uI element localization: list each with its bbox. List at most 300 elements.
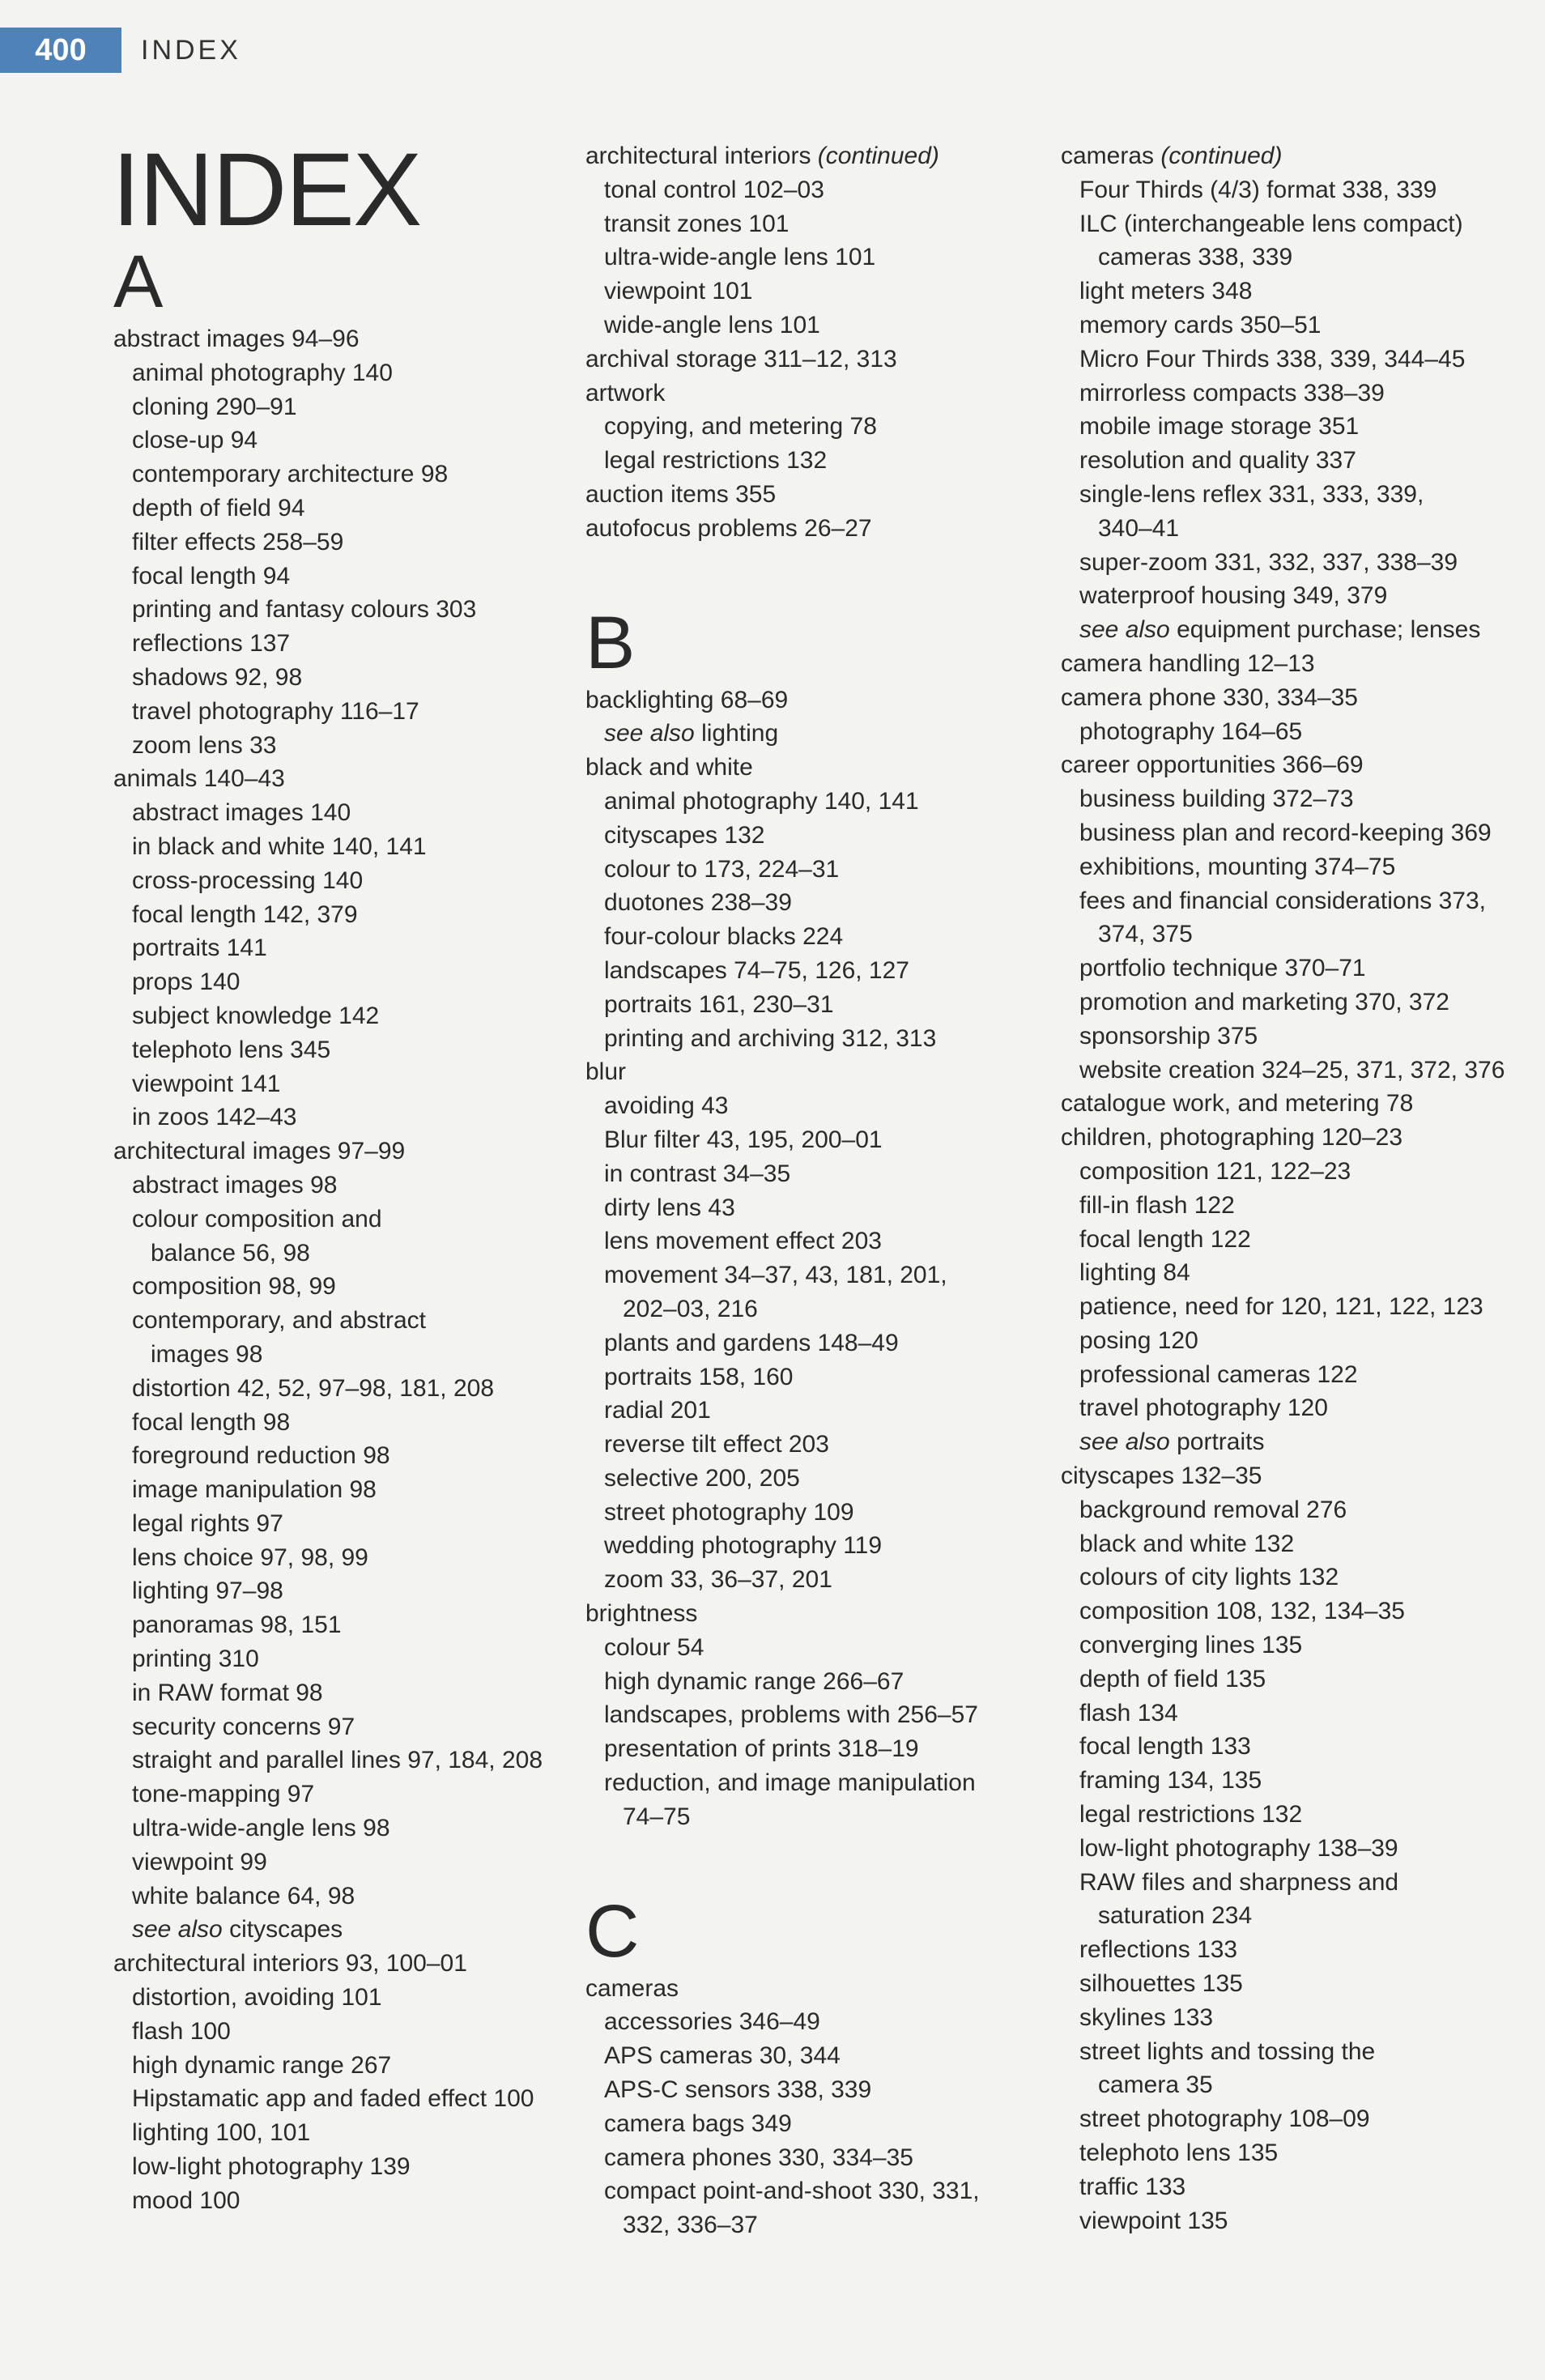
index-subentry bbox=[585, 1022, 1039, 1056]
entry-text: portfolio technique 370–71 bbox=[1079, 955, 1366, 982]
index-subentry bbox=[585, 173, 1039, 207]
entry-text: contemporary architecture 98 bbox=[132, 461, 449, 488]
index-subentry bbox=[113, 796, 567, 830]
entry-text: cityscapes bbox=[222, 1916, 343, 1944]
entry-text: 340–41 bbox=[1098, 514, 1180, 542]
index-subentry bbox=[113, 1846, 567, 1880]
entry-text: sponsorship 375 bbox=[1079, 1022, 1258, 1049]
running-head: INDEX bbox=[141, 35, 241, 66]
index-subentry bbox=[1061, 1358, 1514, 1392]
entry-text: printing and fantasy colours 303 bbox=[132, 596, 477, 624]
index-subentry bbox=[1061, 1730, 1514, 1764]
index-subentry bbox=[1061, 782, 1514, 816]
entry-text: focal length 98 bbox=[132, 1408, 291, 1436]
entry-text: backlighting 68–69 bbox=[585, 686, 789, 713]
entry-text: images 98 bbox=[151, 1340, 263, 1368]
index-subentry bbox=[1061, 2170, 1514, 2204]
index-subentry bbox=[113, 593, 567, 627]
index-subentry bbox=[1061, 1391, 1514, 1425]
index-entry bbox=[113, 1947, 567, 1981]
entry-text: resolution and quality 337 bbox=[1079, 447, 1356, 475]
entry-text: camera handling 12–13 bbox=[1061, 649, 1315, 677]
entry-text: artwork bbox=[585, 379, 666, 407]
entry-text: 202–03, 216 bbox=[623, 1295, 758, 1322]
entry-text: telephoto lens 135 bbox=[1079, 2139, 1279, 2167]
entry-text: website creation 324–25, 371, 372, 376 bbox=[1079, 1056, 1505, 1084]
entry-text: silhouettes 135 bbox=[1079, 1970, 1243, 1998]
index-subentry bbox=[585, 886, 1039, 920]
entry-text: avoiding 43 bbox=[604, 1092, 729, 1120]
index-subentry bbox=[585, 444, 1039, 478]
index-entry bbox=[1061, 647, 1514, 681]
entry-text: mirrorless compacts 338–39 bbox=[1079, 379, 1385, 407]
index-subentry bbox=[585, 1462, 1039, 1496]
entry-text: memory cards 350–51 bbox=[1079, 311, 1322, 338]
entry-text: selective 200, 205 bbox=[604, 1464, 800, 1492]
entry-text: exhibitions, mounting 374–75 bbox=[1079, 853, 1396, 880]
entry-text: Blur filter 43, 195, 200–01 bbox=[604, 1126, 883, 1153]
entry-text: Four Thirds (4/3) format 338, 339 bbox=[1079, 176, 1437, 203]
index-subentry bbox=[1061, 478, 1514, 512]
entry-text: focal length 142, 379 bbox=[132, 900, 358, 928]
entry-text: radial 201 bbox=[604, 1397, 711, 1424]
entry-text: composition 108, 132, 134–35 bbox=[1079, 1598, 1405, 1625]
index-subentry bbox=[1061, 1933, 1514, 1967]
index-subentry bbox=[113, 2184, 567, 2218]
entry-text: image manipulation 98 bbox=[132, 1476, 377, 1504]
entry-text: panoramas 98, 151 bbox=[132, 1612, 342, 1639]
entry-text: photography 164–65 bbox=[1079, 717, 1303, 745]
entry-text: depth of field 94 bbox=[132, 494, 305, 522]
entry-text: auction items 355 bbox=[585, 480, 777, 508]
index-subentry bbox=[113, 1541, 567, 1575]
entry-text: fees and financial considerations 373, bbox=[1079, 887, 1487, 914]
entry-text: 74–75 bbox=[623, 1803, 691, 1830]
entry-text: mobile image storage 351 bbox=[1079, 413, 1360, 441]
entry-text: black and white 132 bbox=[1079, 1530, 1295, 1557]
entry-text: telephoto lens 345 bbox=[132, 1036, 331, 1063]
index-subentry bbox=[585, 2107, 1039, 2141]
entry-text: street lights and tossing the bbox=[1079, 2037, 1376, 2065]
index-subentry bbox=[113, 661, 567, 695]
entry-text: balance 56, 98 bbox=[151, 1239, 310, 1267]
entry-text: business plan and record-keeping 369 bbox=[1079, 819, 1492, 846]
entry-text: composition 121, 122–23 bbox=[1079, 1157, 1351, 1185]
entry-text: tonal control 102–03 bbox=[604, 176, 824, 203]
entry-text: business building 372–73 bbox=[1079, 786, 1354, 813]
entry-text: subject knowledge 142 bbox=[132, 1002, 380, 1029]
index-entry bbox=[1061, 748, 1514, 782]
index-subentry bbox=[113, 1574, 567, 1608]
see-also-label: see also bbox=[604, 720, 695, 747]
index-subentry bbox=[113, 2049, 567, 2083]
entry-text: plants and gardens 148–49 bbox=[604, 1329, 899, 1356]
index-entry bbox=[585, 751, 1039, 785]
entry-text: printing and archiving 312, 313 bbox=[604, 1024, 937, 1052]
index-subentry bbox=[585, 1157, 1039, 1191]
index-subentry bbox=[113, 1372, 567, 1406]
page-title: INDEX bbox=[112, 132, 421, 248]
entry-text: low-light photography 138–39 bbox=[1079, 1834, 1398, 1862]
index-subentry bbox=[585, 717, 1039, 751]
index-entry bbox=[585, 1597, 1039, 1631]
entry-text: posing 120 bbox=[1079, 1326, 1198, 1354]
entry-text: children, photographing 120–23 bbox=[1061, 1124, 1403, 1152]
entry-text: portraits bbox=[1169, 1428, 1265, 1456]
index-subentry bbox=[585, 1360, 1039, 1394]
section-letter: B bbox=[585, 601, 636, 684]
entry-text: animal photography 140, 141 bbox=[604, 787, 919, 815]
entry-text: super-zoom 331, 332, 337, 338–39 bbox=[1079, 548, 1458, 576]
index-subentry bbox=[113, 1406, 567, 1440]
index-entry bbox=[585, 683, 1039, 717]
index-subentry bbox=[585, 1665, 1039, 1699]
index-subentry bbox=[585, 2073, 1039, 2107]
index-entry bbox=[113, 762, 567, 796]
entry-text: colours of city lights 132 bbox=[1079, 1564, 1339, 1591]
index-subentry bbox=[1061, 1866, 1514, 1900]
entry-text: dirty lens 43 bbox=[604, 1194, 735, 1221]
entry-text: catalogue work, and metering 78 bbox=[1061, 1090, 1414, 1118]
index-subentry bbox=[1061, 1290, 1514, 1324]
entry-text: travel photography 116–17 bbox=[132, 697, 419, 725]
entry-text: camera phone 330, 334–35 bbox=[1061, 683, 1358, 711]
index-subentry bbox=[1061, 1594, 1514, 1629]
entry-text: contemporary, and abstract bbox=[132, 1307, 426, 1335]
index-subentry bbox=[1061, 2136, 1514, 2170]
entry-text: distortion 42, 52, 97–98, 181, 208 bbox=[132, 1374, 495, 1402]
index-subentry bbox=[1061, 1832, 1514, 1866]
see-also-label: see also bbox=[1079, 1428, 1170, 1456]
index-subentry bbox=[585, 1326, 1039, 1360]
index-subentry bbox=[113, 1067, 567, 1101]
entry-text: filter effects 258–59 bbox=[132, 528, 344, 556]
entry-text: cloning 290–91 bbox=[132, 393, 297, 420]
entry-text: flash 134 bbox=[1079, 1699, 1178, 1726]
index-subentry bbox=[113, 1304, 567, 1338]
index-subentry bbox=[1061, 2001, 1514, 2035]
index-subentry bbox=[585, 1698, 1039, 1732]
entry-text: focal length 133 bbox=[1079, 1733, 1251, 1761]
index-subentry bbox=[113, 1237, 567, 1271]
index-subentry bbox=[1061, 579, 1514, 613]
entry-text: lens movement effect 203 bbox=[604, 1228, 882, 1255]
entry-text: Hipstamatic app and faded effect 100 bbox=[132, 2085, 534, 2113]
entry-text: duotones 238–39 bbox=[604, 889, 792, 917]
entry-text: mood 100 bbox=[132, 2186, 240, 2214]
index-subentry bbox=[585, 1089, 1039, 1123]
entry-text: cameras bbox=[585, 1974, 679, 2002]
entry-text: low-light photography 139 bbox=[132, 2153, 411, 2181]
index-subentry bbox=[1061, 275, 1514, 309]
index-subentry bbox=[113, 2015, 567, 2049]
index-subentry bbox=[1061, 173, 1514, 207]
entry-text: compact point-and-shoot 330, 331, bbox=[604, 2178, 980, 2205]
entry-text: ILC (interchangeable lens compact) bbox=[1079, 210, 1463, 237]
entry-text: landscapes, problems with 256–57 bbox=[604, 1701, 978, 1729]
index-subentry bbox=[585, 785, 1039, 819]
entry-text: skylines 133 bbox=[1079, 2003, 1214, 2031]
entry-text: colour composition and bbox=[132, 1205, 382, 1233]
index-subentry bbox=[585, 2208, 1039, 2242]
index-subentry bbox=[585, 1631, 1039, 1665]
entry-text: professional cameras 122 bbox=[1079, 1360, 1358, 1388]
index-entry bbox=[585, 343, 1039, 377]
entry-text: composition 98, 99 bbox=[132, 1273, 336, 1301]
index-subentry bbox=[1061, 343, 1514, 377]
index-subentry bbox=[113, 2116, 567, 2150]
entry-text: viewpoint 135 bbox=[1079, 2207, 1228, 2234]
section-gap bbox=[585, 1834, 1039, 1891]
index-subentry bbox=[1061, 1054, 1514, 1088]
entry-text: reverse tilt effect 203 bbox=[604, 1431, 829, 1458]
index-subentry bbox=[1061, 2068, 1514, 2102]
index-subentry bbox=[113, 1710, 567, 1744]
index-subentry bbox=[113, 1880, 567, 1914]
entry-text: ultra-wide-angle lens 98 bbox=[132, 1815, 390, 1842]
entry-text: legal restrictions 132 bbox=[1079, 1801, 1303, 1829]
entry-text: printing 310 bbox=[132, 1646, 259, 1673]
index-subentry bbox=[1061, 986, 1514, 1020]
index-subentry bbox=[113, 864, 567, 898]
index-subentry bbox=[113, 1743, 567, 1778]
index-subentry bbox=[113, 390, 567, 424]
index-subentry bbox=[585, 410, 1039, 444]
index-subentry bbox=[1061, 1629, 1514, 1663]
index-subentry bbox=[113, 729, 567, 763]
entry-text: traffic 133 bbox=[1079, 2173, 1186, 2200]
entry-text: reflections 137 bbox=[132, 630, 291, 658]
entry-text: transit zones 101 bbox=[604, 210, 790, 237]
entry-text: archival storage 311–12, 313 bbox=[585, 345, 897, 373]
entry-text: straight and parallel lines 97, 184, 208 bbox=[132, 1747, 543, 1774]
entry-text: landscapes 74–75, 126, 127 bbox=[604, 956, 909, 984]
index-subentry bbox=[585, 2174, 1039, 2208]
index-subentry bbox=[1061, 1155, 1514, 1189]
index-subentry bbox=[113, 1812, 567, 1846]
index-entry bbox=[1061, 681, 1514, 715]
entry-text: portraits 161, 230–31 bbox=[604, 990, 834, 1018]
entry-text: zoom lens 33 bbox=[132, 731, 277, 759]
index-subentry bbox=[585, 1123, 1039, 1157]
entry-text: RAW files and sharpness and bbox=[1079, 1868, 1399, 1896]
entry-text: architectural interiors 93, 100–01 bbox=[113, 1950, 467, 1978]
index-subentry bbox=[1061, 1256, 1514, 1290]
entry-text: legal restrictions 132 bbox=[604, 447, 828, 475]
entry-text: APS-C sensors 338, 339 bbox=[604, 2076, 872, 2104]
entry-text: shadows 92, 98 bbox=[132, 663, 303, 691]
entry-text: equipment purchase; lenses bbox=[1169, 616, 1481, 644]
index-subentry bbox=[113, 1169, 567, 1203]
entry-text: street photography 108–09 bbox=[1079, 2105, 1370, 2133]
entry-text: waterproof housing 349, 379 bbox=[1079, 582, 1388, 610]
entry-text: travel photography 120 bbox=[1079, 1394, 1328, 1422]
index-subentry bbox=[585, 1191, 1039, 1225]
entry-text: lighting 97–98 bbox=[132, 1577, 283, 1605]
index-subentry bbox=[113, 1778, 567, 1812]
entry-text: APS cameras 30, 344 bbox=[604, 2042, 841, 2070]
index-subentry bbox=[1061, 816, 1514, 850]
index-subentry bbox=[113, 1981, 567, 2015]
entry-text: colour 54 bbox=[604, 1633, 704, 1661]
section-letter: A bbox=[113, 241, 164, 323]
entry-text: autofocus problems 26–27 bbox=[585, 514, 872, 542]
index-subentry bbox=[1061, 1697, 1514, 1731]
section-letter: C bbox=[585, 1889, 640, 1973]
index-subentry bbox=[1061, 1798, 1514, 1832]
entry-text: security concerns 97 bbox=[132, 1713, 355, 1740]
entry-text: abstract images 98 bbox=[132, 1171, 338, 1199]
entry-text: brightness bbox=[585, 1600, 698, 1628]
entry-text: colour to 173, 224–31 bbox=[604, 855, 840, 883]
entry-text: camera bags 349 bbox=[604, 2110, 792, 2137]
index-subentry bbox=[1061, 1223, 1514, 1257]
index-entry bbox=[585, 478, 1039, 512]
entry-text: distortion, avoiding 101 bbox=[132, 1984, 382, 2012]
index-subentry bbox=[585, 1766, 1039, 1800]
index-subentry bbox=[113, 1913, 567, 1947]
entry-text: four-colour blacks 224 bbox=[604, 923, 844, 951]
index-subentry bbox=[585, 2005, 1039, 2039]
index-column-3 bbox=[1061, 139, 1514, 2237]
entry-text: 332, 336–37 bbox=[623, 2212, 758, 2239]
index-subentry bbox=[1061, 512, 1514, 546]
entry-text: wide-angle lens 101 bbox=[604, 311, 820, 338]
entry-text: camera phones 330, 334–35 bbox=[604, 2144, 913, 2171]
index-subentry bbox=[113, 424, 567, 458]
entry-text: tone-mapping 97 bbox=[132, 1781, 315, 1808]
entry-text: lighting 100, 101 bbox=[132, 2119, 311, 2147]
index-column-2 bbox=[585, 139, 1039, 2242]
index-subentry bbox=[1061, 952, 1514, 986]
entry-text: flash 100 bbox=[132, 2017, 231, 2045]
entry-text: focal length 122 bbox=[1079, 1225, 1251, 1253]
index-subentry bbox=[113, 999, 567, 1033]
entry-text: blur bbox=[585, 1058, 627, 1086]
index-subentry bbox=[1061, 1493, 1514, 1527]
index-subentry bbox=[585, 1292, 1039, 1326]
index-subentry bbox=[585, 2039, 1039, 2073]
entry-text: white balance 64, 98 bbox=[132, 1882, 355, 1910]
index-entry bbox=[1061, 1087, 1514, 1121]
entry-text: movement 34–37, 43, 181, 201, bbox=[604, 1262, 947, 1289]
entry-text: promotion and marketing 370, 372 bbox=[1079, 988, 1449, 1015]
index-subentry bbox=[113, 1608, 567, 1642]
index-subentry bbox=[1061, 410, 1514, 444]
entry-text: close-up 94 bbox=[132, 427, 258, 454]
index-subentry bbox=[113, 965, 567, 999]
entry-text: lighting 84 bbox=[1079, 1259, 1190, 1287]
index-subentry bbox=[1061, 1189, 1514, 1223]
entry-text: converging lines 135 bbox=[1079, 1632, 1303, 1659]
entry-text: reduction, and image manipulation bbox=[604, 1769, 976, 1797]
index-subentry bbox=[585, 988, 1039, 1022]
index-subentry bbox=[585, 1800, 1039, 1834]
entry-text: abstract images 140 bbox=[132, 799, 351, 827]
entry-text: cityscapes 132 bbox=[604, 821, 765, 849]
entry-text: high dynamic range 267 bbox=[132, 2051, 392, 2079]
index-subentry bbox=[585, 819, 1039, 853]
index-subentry bbox=[113, 898, 567, 932]
entry-text: fill-in flash 122 bbox=[1079, 1191, 1235, 1219]
entry-text: cameras 338, 339 bbox=[1098, 244, 1293, 271]
index-subentry bbox=[113, 1642, 567, 1676]
entry-text: cityscapes 132–35 bbox=[1061, 1462, 1262, 1490]
see-also-label: see also bbox=[1079, 616, 1170, 644]
index-subentry bbox=[1061, 1560, 1514, 1594]
index-subentry bbox=[1061, 884, 1514, 918]
entry-text: viewpoint 141 bbox=[132, 1070, 281, 1097]
continued-label: (continued) bbox=[1160, 143, 1283, 169]
index-subentry bbox=[113, 1101, 567, 1135]
entry-text: zoom 33, 36–37, 201 bbox=[604, 1566, 832, 1594]
index-subentry bbox=[1061, 241, 1514, 275]
index-subentry bbox=[113, 1473, 567, 1507]
index-subentry bbox=[585, 2141, 1039, 2175]
index-subentry bbox=[113, 1676, 567, 1710]
entry-text: animal photography 140 bbox=[132, 359, 393, 386]
index-subentry bbox=[1061, 1324, 1514, 1358]
section-gap bbox=[585, 546, 1039, 602]
index-subentry bbox=[113, 1507, 567, 1541]
index-subentry bbox=[585, 1428, 1039, 1462]
index-subentry bbox=[1061, 377, 1514, 411]
index-subentry bbox=[1061, 1020, 1514, 1054]
index-subentry bbox=[585, 309, 1039, 343]
index-subentry bbox=[1061, 1663, 1514, 1697]
index-subentry bbox=[585, 1563, 1039, 1597]
index-subentry bbox=[1061, 850, 1514, 884]
index-entry bbox=[1061, 1121, 1514, 1155]
index-subentry bbox=[585, 207, 1039, 241]
index-entry bbox=[113, 1135, 567, 1169]
continued-label: (continued) bbox=[817, 143, 939, 169]
index-subentry bbox=[113, 1203, 567, 1237]
index-subentry bbox=[113, 1033, 567, 1067]
index-subentry bbox=[585, 1529, 1039, 1563]
index-entry bbox=[585, 377, 1039, 411]
entry-text: patience, need for 120, 121, 122, 123 bbox=[1079, 1293, 1483, 1321]
entry-text: in contrast 34–35 bbox=[604, 1160, 791, 1187]
entry-text: lens choice 97, 98, 99 bbox=[132, 1543, 368, 1571]
entry-text: foreground reduction 98 bbox=[132, 1442, 390, 1470]
entry-text: saturation 234 bbox=[1098, 1902, 1253, 1930]
entry-text: cameras bbox=[1061, 143, 1161, 169]
entry-text: background removal 276 bbox=[1079, 1496, 1347, 1523]
index-subentry bbox=[585, 1258, 1039, 1292]
entry-text: presentation of prints 318–19 bbox=[604, 1735, 919, 1763]
entry-text: cross-processing 140 bbox=[132, 866, 364, 894]
index-subentry bbox=[113, 1270, 567, 1304]
index-subentry bbox=[113, 356, 567, 390]
entry-text: viewpoint 99 bbox=[132, 1848, 267, 1875]
entry-text: animals 140–43 bbox=[113, 765, 285, 793]
index-entry bbox=[585, 1055, 1039, 1089]
entry-text: light meters 348 bbox=[1079, 278, 1253, 305]
entry-text: portraits 141 bbox=[132, 935, 267, 962]
index-subentry bbox=[1061, 444, 1514, 478]
entry-text: single-lens reflex 331, 333, 339, bbox=[1079, 480, 1424, 508]
entry-text: architectural images 97–99 bbox=[113, 1138, 406, 1165]
index-entry bbox=[585, 139, 1039, 173]
entry-text: wedding photography 119 bbox=[604, 1532, 883, 1560]
index-entry bbox=[585, 512, 1039, 546]
index-subentry bbox=[1061, 546, 1514, 580]
entry-text: legal rights 97 bbox=[132, 1509, 283, 1537]
entry-text: lighting bbox=[694, 720, 779, 747]
index-subentry bbox=[1061, 2035, 1514, 2069]
index-subentry bbox=[113, 1439, 567, 1473]
